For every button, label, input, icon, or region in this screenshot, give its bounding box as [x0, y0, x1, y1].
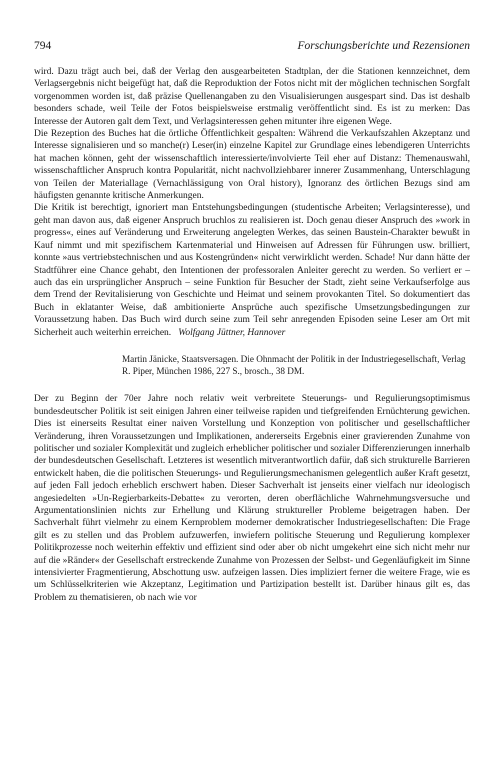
review-jüttner — [34, 66, 470, 339]
paragraph-4: Der zu Beginn der 70er Jahre noch relativ weit verbreitete Steuerungs- und Regulierungsoptimismus bundesdeutscher Politik ist seit einigen Jahren einer teilweise rapiden und tiefgreifenden Ernüchterung gewichen. Dies ist einerseits Resultat einer naiven Vorstellung und Konzeption von politischer und gesellschaftlicher Veränderung, ihren Voraussetzungen und Implikationen, andererseits Ergebnis einer gravierenden Zunahme von politischer und sozialer Komplexität und zugleich erheblicher politischer und sozialer Differenzierungen innerhalb der bundesdeutschen Gesellschaft. Letzteres ist wesentlich mitverantwortlich dafür, daß sich strukturelle Barrieren entwickelt haben, die die politischen Steuerungs- und Regulierungsmechanismen gelegentlich außer Kraft gesetzt, auf jeden Fall jedoch erheblich erschwert haben. Dieser Sachverhalt ist jenseits einer vielfach nur ideologisch angesiedelten »Un-Regierbarkeits-Debatte« zu verorten, deren oberflächliche Wahrnehmungsversuche und Argumentationslinien nichts zur Erhellung und Klärung struktureller Probleme beigetragen haben. Der Sachverhalt führt vielmehr zu einem Kernproblem moderner demokratischer Industriegesellschaften: Die Frage gilt es zu stellen und das Problem aufzuwerfen, inwiefern politische Steuerung und Regulierung komplexer Politikprozesse noch weiterhin effektiv und effizient sind oder aber ob nicht umgekehrt eine sich nicht mehr nur auf die »Ränder« der Gesellschaft erstreckende Zunahme von Prozessen der Selbst- und Gegenläufigkeit im Sinne intensivierter Fragmentierung, Abschottung usw. aufzeigen lassen. Dies impliziert ferner die weitere Frage, wie es um Schlüsselkriterien wie Akzeptanz, Legitimation und Partizipation bestellt ist. Darüber hinaus gilt es, das Problem zu thematisieren, ob nach wie vor — [34, 394, 470, 603]
paragraph-3 — [34, 202, 470, 338]
page-number: 794 — [34, 40, 52, 52]
running-head — [34, 40, 470, 56]
page — [34, 40, 470, 604]
paragraph-3-text: Die Kritik ist berechtigt, ignoriert man Entstehungsbedingungen (studentische Arbeiten; Verlagsinteresse), und geht man davon aus, daß eigener Anspruch bruchlos zu realisieren ist. Doch genau dieser Anspruch des »work in progress«, eines auf Veränderung und Erweiterung angelegten Werkes, das seinen Baustein-Charakter bewußt in Kauf nimmt und mit spezifischem Kartenmaterial und Hinweisen auf Adressen für Führungen usw. brilliert, konnte »aus vertriebstechnischen und aus Kostengründen« nicht verwirklicht werden. Schade! Nur dann hätte der Stadtführer eine Chance gehabt, den Intentionen der professoralen Anleiter gerecht zu werden. So verliert er – auch das ein ursprünglicher Anspruch – seine Funktion für Besucher der Stadt, zieht seine Verkaufserfolge aus dem Trend der Revitalisierung von Geschichte und Heimat und seinem provokanten Titel. So dokumentiert das Buch in eklatanter Weise, daß ambitionierte Ansprüche auch spezifische Umsetzungsbedingungen zur Voraussetzung haben. Das Buch wird durch seine zum Teil sehr anregenden Episoden seine Leser am Ort mit Sicherheit auch weiterhin erreichen. — [34, 203, 470, 338]
running-title: Forschungsberichte und Rezensionen — [297, 40, 470, 52]
paragraph-2: Die Rezeption des Buches hat die örtliche Öffentlichkeit gespalten: Während die Verkaufszahlen Akzeptanz und Interesse signalisieren und so manche(r) Leser(in) einzelne Kapitel zur Grundlage eines lebendigeren Unterrichts hat machen können, geht der wissenschaftlich interessierte/involvierte Teil eher auf Distanz: Themenauswahl, wissenschaftlicher Anspruch kontra Popularität, nicht nachvollziehbarer innerer Zusammenhang, Unterschlagung von Teilen der Materiallage (Vernachlässigung von Oral history), Ignoranz des örtlichen Bezugs sind am häufigsten genannte kritische Anmerkungen. — [34, 129, 470, 202]
bibliography-entry: Martin Jänicke, Staatsversagen. Die Ohnmacht der Politik in der Industriegesellschaft, Verlag R. Piper, München 1986, 227 S., brosch., 38 DM. — [122, 353, 466, 377]
paragraph-1: wird. Dazu trägt auch bei, daß der Verlag den ausgearbeiteten Stadtplan, der die Stationen kennzeichnet, dem Verlagsergebnis nicht beigefügt hat, daß die Reproduktion der Fotos nicht mit der möglichen technischen Sorgfalt vorgenommen worden ist, daß präzise Quellenangaben zu den Visualisierungen ausgespart sind. Das ist deshalb besonders schade, weil Teile der Fotos beispielsweise erstmalig veröffentlicht sind. Es ist zu merken: Das Interesse der Autoren galt dem Text, und Verlagsinteressen gehen mitunter ihre eigenen Wege. — [34, 67, 470, 127]
review-jänicke — [34, 393, 470, 604]
review-author: Wolfgang Jüttner, Hannover — [178, 327, 286, 338]
